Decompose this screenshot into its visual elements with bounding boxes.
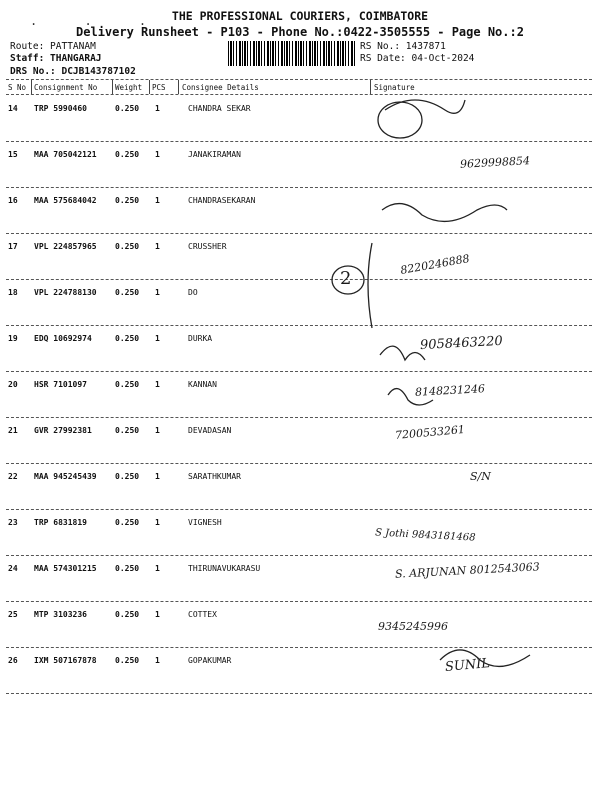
cell-sno: 19 [8, 334, 18, 343]
cell-sno: 20 [8, 380, 18, 389]
col-divider [149, 80, 150, 94]
barcode [228, 41, 356, 66]
rs-no-label: RS No.: 1437871 [360, 41, 446, 52]
circled-number-text: 2 [340, 268, 352, 289]
col-divider [178, 80, 179, 94]
signature-note: 7200533261 [394, 422, 466, 443]
row-divider [6, 141, 592, 142]
cell-weight: 0.250 [115, 104, 140, 113]
row-divider [6, 509, 592, 510]
cell-weight: 0.250 [115, 518, 140, 527]
cell-weight: 0.250 [115, 196, 140, 205]
cell-pcs: 1 [155, 288, 160, 297]
rs-date-label: RS Date: 04-Oct-2024 [360, 53, 475, 64]
col-header-consignee: Consignee Details [182, 83, 259, 92]
cell-sno: 26 [8, 656, 18, 665]
cell-sno: 17 [8, 242, 18, 251]
cell-consignee: DURKA [188, 334, 213, 343]
cell-pcs: 1 [155, 426, 160, 435]
row-divider [6, 601, 592, 602]
row-divider [6, 693, 592, 694]
cell-consignee: KANNAN [188, 380, 217, 389]
cell-pcs: 1 [155, 242, 160, 251]
cell-consignment-no: GVR 27992381 [34, 426, 92, 435]
cell-pcs: 1 [155, 150, 160, 159]
signature-note: S. ARJUNAN 8012543063 [394, 560, 540, 581]
route-label: Route: PATTANAM [10, 41, 96, 52]
cell-consignment-no: MAA 575684042 [34, 196, 97, 205]
cell-pcs: 1 [155, 518, 160, 527]
header-top-rule [6, 79, 592, 80]
cell-consignment-no: VPL 224857965 [34, 242, 97, 251]
signature-note: 8148231246 [414, 382, 486, 399]
cell-sno: 24 [8, 564, 18, 573]
cell-sno: 21 [8, 426, 18, 435]
cell-weight: 0.250 [115, 242, 140, 251]
cell-weight: 0.250 [115, 472, 140, 481]
col-header-weight: Weight [115, 83, 143, 92]
drs-label: DRS No.: DCJB143787102 [10, 66, 136, 77]
cell-weight: 0.250 [115, 656, 140, 665]
col-divider [112, 80, 113, 94]
cell-pcs: 1 [155, 334, 160, 343]
cell-pcs: 1 [155, 564, 160, 573]
row-divider [6, 279, 592, 280]
company-title: THE PROFESSIONAL COURIERS, COIMBATORE [171, 9, 429, 23]
cell-weight: 0.250 [115, 150, 140, 159]
cell-sno: 18 [8, 288, 18, 297]
col-divider [31, 80, 32, 94]
cell-consignee: THIRUNAVUKARASU [188, 564, 261, 573]
cell-weight: 0.250 [115, 334, 140, 343]
cell-weight: 0.250 [115, 380, 140, 389]
col-header-signature: Signature [374, 83, 415, 92]
row-divider [6, 463, 592, 464]
cell-consignee: JANAKIRAMAN [188, 150, 241, 159]
staff-label: Staff: THANGARAJ [10, 53, 102, 64]
signature-note: SUNIL [444, 656, 491, 675]
signature-note: S Jothi 9843181468 [374, 527, 476, 544]
row-divider [6, 647, 592, 648]
signature-note: 9345245996 [378, 620, 448, 633]
bracket-stroke [368, 243, 372, 328]
signature-stroke [385, 100, 465, 113]
cell-sno: 16 [8, 196, 18, 205]
cell-consignment-no: MTP 3103236 [34, 610, 87, 619]
cell-pcs: 1 [155, 196, 160, 205]
cell-consignee: DEVADASAN [188, 426, 232, 435]
cell-consignee: DO [188, 288, 198, 297]
cell-consignee: VIGNESH [188, 518, 222, 527]
cell-pcs: 1 [155, 610, 160, 619]
cell-consignee: CHANDRA SEKAR [188, 104, 251, 113]
cell-weight: 0.250 [115, 288, 140, 297]
signature-note: S/N [470, 470, 491, 483]
cell-consignee: CRUSSHER [188, 242, 227, 251]
row-divider [6, 555, 592, 556]
col-header-consignment: Consignment No [34, 83, 98, 92]
cell-consignment-no: MAA 705042121 [34, 150, 97, 159]
col-header-sno: S No [8, 83, 27, 92]
scan-marks: . . . [30, 14, 167, 28]
cell-consignment-no: TRP 6831819 [34, 518, 87, 527]
cell-consignee: CHANDRASEKARAN [188, 196, 256, 205]
cell-consignment-no: IXM 507167878 [34, 656, 97, 665]
row-divider [6, 371, 592, 372]
header-bottom-rule [6, 94, 592, 95]
col-divider [370, 80, 371, 94]
cell-consignment-no: EDQ 10692974 [34, 334, 92, 343]
cell-consignment-no: TRP 5990460 [34, 104, 87, 113]
cell-consignee: GOPAKUMAR [188, 656, 232, 665]
col-header-pcs: PCS [152, 83, 166, 92]
stamp-circle [378, 102, 422, 138]
cell-sno: 15 [8, 150, 18, 159]
cell-consignee: SARATHKUMAR [188, 472, 241, 481]
cell-sno: 14 [8, 104, 18, 113]
cell-weight: 0.250 [115, 610, 140, 619]
signature-stroke [380, 346, 425, 360]
cell-consignment-no: VPL 224788130 [34, 288, 97, 297]
cell-consignment-no: MAA 945245439 [34, 472, 97, 481]
cell-consignment-no: MAA 574301215 [34, 564, 97, 573]
runsheet-subtitle: Delivery Runsheet - P103 - Phone No.:0422-3505555 - Page No.:2 [76, 25, 524, 39]
cell-pcs: 1 [155, 472, 160, 481]
cell-consignee: COTTEX [188, 610, 217, 619]
cell-weight: 0.250 [115, 564, 140, 573]
cell-pcs: 1 [155, 656, 160, 665]
cell-sno: 22 [8, 472, 18, 481]
row-divider [6, 325, 592, 326]
cell-consignment-no: HSR 7101097 [34, 380, 87, 389]
cell-pcs: 1 [155, 104, 160, 113]
signature-stroke [382, 204, 507, 222]
cell-pcs: 1 [155, 380, 160, 389]
signature-note: 9058463220 [419, 333, 504, 354]
cell-sno: 23 [8, 518, 18, 527]
signature-note: 9629998854 [459, 154, 531, 171]
row-divider [6, 417, 592, 418]
cell-weight: 0.250 [115, 426, 140, 435]
signature-note: 8220246888 [399, 252, 471, 277]
cell-sno: 25 [8, 610, 18, 619]
row-divider [6, 187, 592, 188]
row-divider [6, 233, 592, 234]
